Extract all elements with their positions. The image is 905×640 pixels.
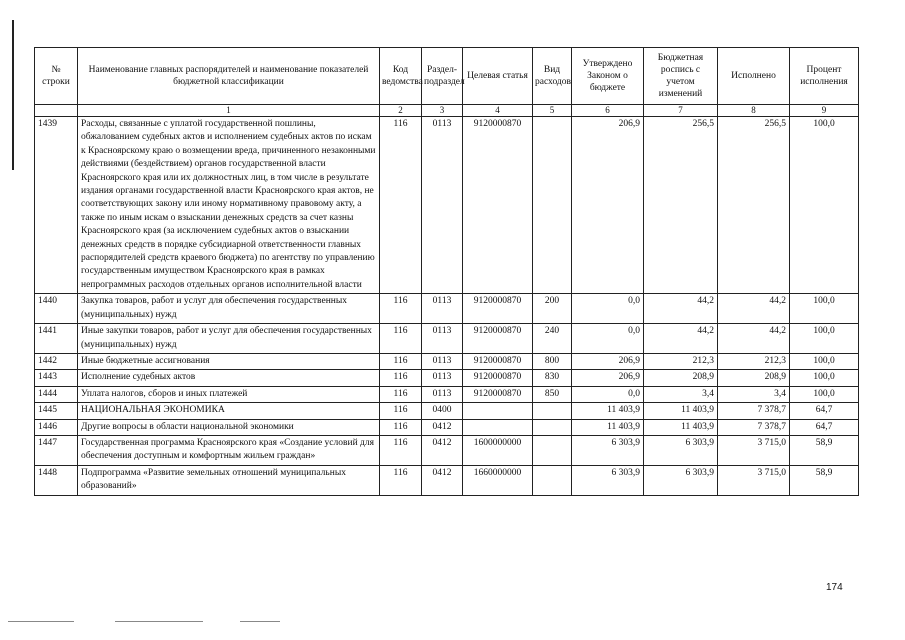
target-article <box>463 403 533 419</box>
section-code: 0113 <box>422 370 463 386</box>
header-approved: Утверждено Законом о бюджете <box>572 48 644 105</box>
header-row <box>35 48 859 105</box>
target-article: 9120000870 <box>463 324 533 354</box>
row-name: Государственная программа Красноярского края «Создание условий для обеспечения доступным и комфортным жильем граждан» <box>78 435 380 465</box>
section-code: 0412 <box>422 435 463 465</box>
approved-amount: 0,0 <box>572 324 644 354</box>
expense-kind: 850 <box>533 386 572 402</box>
table-row <box>35 117 859 294</box>
row-number: 1439 <box>35 117 78 294</box>
header-executed: Исполнено <box>718 48 790 105</box>
target-article: 9120000870 <box>463 370 533 386</box>
header-name: Наименование главных распорядителей и наименование показателей бюджетной классификации <box>78 48 380 105</box>
dept-code: 116 <box>380 324 422 354</box>
section-code: 0113 <box>422 353 463 369</box>
execution-percent: 58,9 <box>790 435 859 465</box>
approved-amount: 6 303,9 <box>572 435 644 465</box>
schedule-amount: 212,3 <box>644 353 718 369</box>
expense-kind <box>533 465 572 495</box>
executed-amount: 208,9 <box>718 370 790 386</box>
row-name: Иные бюджетные ассигнования <box>78 353 380 369</box>
row-number: 1443 <box>35 370 78 386</box>
row-name: Расходы, связанные с уплатой государственной пошлины, обжалованием судебных актов и исполнением судебных актов по искам к Красноярскому краю о возмещении вреда, причиненного незаконными действиями (бездействием) органов государственной власти Красноярского края или их должностных лиц, в том числе в результате издания органами государственной власти Красноярского края актов, не соответствующих закону или иному нормативному правовому акту, а также по иным искам о взыскании денежных средств за счет казны Красноярского края (за исключением судебных актов о взыскании денежных средств в порядке субсидиарной ответственности главных распорядителей средств краевого бюджета) по агентству по управлению государственным имуществом Красноярского края в рамках непрограммных расходов отдельных органов исполнительной власти <box>78 117 380 294</box>
row-name: Закупка товаров, работ и услуг для обеспечения государственных (муниципальных) нужд <box>78 294 380 324</box>
row-name: Другие вопросы в области национальной экономики <box>78 419 380 435</box>
row-number: 1445 <box>35 403 78 419</box>
schedule-amount: 11 403,9 <box>644 419 718 435</box>
approved-amount: 206,9 <box>572 370 644 386</box>
executed-amount: 44,2 <box>718 324 790 354</box>
approved-amount: 0,0 <box>572 294 644 324</box>
target-article: 9120000870 <box>463 386 533 402</box>
approved-amount: 206,9 <box>572 353 644 369</box>
executed-amount: 256,5 <box>718 117 790 294</box>
execution-percent: 100,0 <box>790 324 859 354</box>
schedule-amount: 208,9 <box>644 370 718 386</box>
table-row <box>35 419 859 435</box>
dept-code: 116 <box>380 353 422 369</box>
column-number: 5 <box>533 105 572 117</box>
page-number: 174 <box>826 582 843 593</box>
row-number: 1448 <box>35 465 78 495</box>
table-row <box>35 370 859 386</box>
dept-code: 116 <box>380 294 422 324</box>
scan-artifact <box>8 621 74 622</box>
schedule-amount: 256,5 <box>644 117 718 294</box>
approved-amount: 206,9 <box>572 117 644 294</box>
execution-percent: 100,0 <box>790 117 859 294</box>
table-row <box>35 294 859 324</box>
execution-percent: 100,0 <box>790 353 859 369</box>
target-article: 9120000870 <box>463 353 533 369</box>
section-code: 0412 <box>422 465 463 495</box>
section-code: 0113 <box>422 324 463 354</box>
expense-kind <box>533 117 572 294</box>
executed-amount: 7 378,7 <box>718 419 790 435</box>
executed-amount: 212,3 <box>718 353 790 369</box>
expense-kind: 200 <box>533 294 572 324</box>
column-number: 7 <box>644 105 718 117</box>
dept-code: 116 <box>380 370 422 386</box>
expense-kind <box>533 419 572 435</box>
row-number: 1444 <box>35 386 78 402</box>
column-number: 6 <box>572 105 644 117</box>
section-code: 0113 <box>422 117 463 294</box>
execution-percent: 100,0 <box>790 370 859 386</box>
scan-artifact <box>240 621 280 622</box>
executed-amount: 7 378,7 <box>718 403 790 419</box>
target-article: 1600000000 <box>463 435 533 465</box>
header-target: Целевая статья <box>463 48 533 105</box>
header-section: Раздел-подраздел <box>422 48 463 105</box>
expense-kind: 800 <box>533 353 572 369</box>
dept-code: 116 <box>380 465 422 495</box>
row-number: 1440 <box>35 294 78 324</box>
execution-percent: 100,0 <box>790 386 859 402</box>
schedule-amount: 11 403,9 <box>644 403 718 419</box>
column-number: 1 <box>78 105 380 117</box>
expense-kind <box>533 435 572 465</box>
executed-amount: 3,4 <box>718 386 790 402</box>
dept-code: 116 <box>380 117 422 294</box>
budget-execution-table <box>34 47 859 496</box>
table-row <box>35 353 859 369</box>
schedule-amount: 3,4 <box>644 386 718 402</box>
target-article <box>463 419 533 435</box>
table-row <box>35 435 859 465</box>
schedule-amount: 44,2 <box>644 324 718 354</box>
dept-code: 116 <box>380 419 422 435</box>
executed-amount: 44,2 <box>718 294 790 324</box>
table-row <box>35 403 859 419</box>
execution-percent: 100,0 <box>790 294 859 324</box>
header-percent: Процент исполнения <box>790 48 859 105</box>
column-number: 9 <box>790 105 859 117</box>
table-row <box>35 465 859 495</box>
column-number: 3 <box>422 105 463 117</box>
execution-percent: 58,9 <box>790 465 859 495</box>
target-article: 9120000870 <box>463 117 533 294</box>
schedule-amount: 6 303,9 <box>644 435 718 465</box>
header-code: Код ведомства <box>380 48 422 105</box>
row-number: 1442 <box>35 353 78 369</box>
header-row-number: № строки <box>35 48 78 105</box>
execution-percent: 64,7 <box>790 419 859 435</box>
row-name: Иные закупки товаров, работ и услуг для обеспечения государственных (муниципальных) нужд <box>78 324 380 354</box>
row-name: Уплата налогов, сборов и иных платежей <box>78 386 380 402</box>
dept-code: 116 <box>380 403 422 419</box>
column-number-row <box>35 105 859 117</box>
executed-amount: 3 715,0 <box>718 465 790 495</box>
expense-kind: 240 <box>533 324 572 354</box>
column-number <box>35 105 78 117</box>
approved-amount: 11 403,9 <box>572 419 644 435</box>
section-code: 0400 <box>422 403 463 419</box>
column-number: 4 <box>463 105 533 117</box>
target-article: 9120000870 <box>463 294 533 324</box>
approved-amount: 0,0 <box>572 386 644 402</box>
section-code: 0113 <box>422 294 463 324</box>
schedule-amount: 44,2 <box>644 294 718 324</box>
schedule-amount: 6 303,9 <box>644 465 718 495</box>
row-number: 1446 <box>35 419 78 435</box>
target-article: 1660000000 <box>463 465 533 495</box>
header-kind: Вид расходов <box>533 48 572 105</box>
execution-percent: 64,7 <box>790 403 859 419</box>
section-code: 0412 <box>422 419 463 435</box>
column-number: 2 <box>380 105 422 117</box>
expense-kind: 830 <box>533 370 572 386</box>
dept-code: 116 <box>380 386 422 402</box>
table-row <box>35 324 859 354</box>
scan-edge-line <box>12 20 14 170</box>
row-name: Исполнение судебных актов <box>78 370 380 386</box>
dept-code: 116 <box>380 435 422 465</box>
table-row <box>35 386 859 402</box>
expense-kind <box>533 403 572 419</box>
column-number: 8 <box>718 105 790 117</box>
row-number: 1447 <box>35 435 78 465</box>
approved-amount: 6 303,9 <box>572 465 644 495</box>
row-name: НАЦИОНАЛЬНАЯ ЭКОНОМИКА <box>78 403 380 419</box>
approved-amount: 11 403,9 <box>572 403 644 419</box>
row-name: Подпрограмма «Развитие земельных отношений муниципальных образований» <box>78 465 380 495</box>
row-number: 1441 <box>35 324 78 354</box>
executed-amount: 3 715,0 <box>718 435 790 465</box>
scan-artifact <box>115 621 203 622</box>
section-code: 0113 <box>422 386 463 402</box>
header-schedule: Бюджетная роспись с учетом изменений <box>644 48 718 105</box>
